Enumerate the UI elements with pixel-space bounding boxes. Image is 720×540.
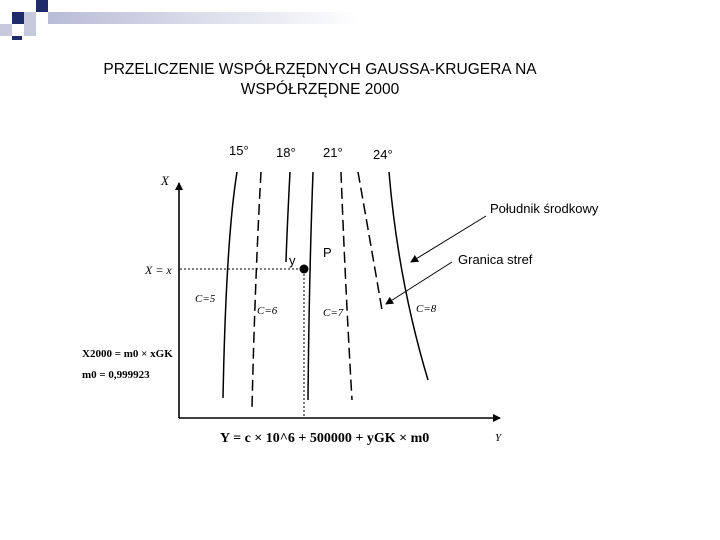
zone-label-c5: C=5 [195, 293, 216, 305]
meridian-label-18: 18° [276, 145, 296, 160]
zone-label-c8: C=8 [416, 303, 437, 315]
x-axis-label: X [161, 173, 169, 188]
title-line-1: PRZELICZENIE WSPÓŁRZĘDNYCH GAUSSA-KRUGERA NA [103, 61, 537, 78]
meridian-label-15: 15° [229, 143, 249, 158]
zone-boundary-line [358, 172, 382, 310]
point-y-label: y [289, 253, 296, 268]
x-equals-label: X = x [145, 263, 172, 277]
point-p-marker [300, 265, 309, 274]
meridian-18-line [286, 172, 290, 262]
meridian-21-line [308, 172, 313, 400]
title-line-2: WSPÓŁRZĘDNE 2000 [240, 81, 400, 98]
zone-boundary-legend: Granica stref [458, 252, 533, 267]
zone-label-c6: C=6 [257, 305, 278, 317]
meridian-label-21: 21° [323, 145, 343, 160]
zone-label-c7: C=7 [323, 307, 344, 319]
y-axis-label: Y [495, 432, 502, 444]
meridian-label-24: 24° [373, 147, 393, 162]
formula-y: Y = c × 10^6 + 500000 + yGK × m0 [220, 431, 430, 446]
meridian-15-line [223, 172, 237, 398]
zone-boundary-line [252, 172, 261, 408]
zone-boundary-arrow [386, 262, 452, 304]
formula-m0: m0 = 0,999923 [82, 369, 150, 381]
zone-boundary-line [341, 172, 352, 400]
meridian-24-line [389, 172, 428, 380]
central-meridian-legend: Południk środkowy [490, 201, 599, 216]
point-p-label: P [323, 245, 332, 260]
formula-x2000: X2000 = m0 × xGK [82, 348, 173, 360]
